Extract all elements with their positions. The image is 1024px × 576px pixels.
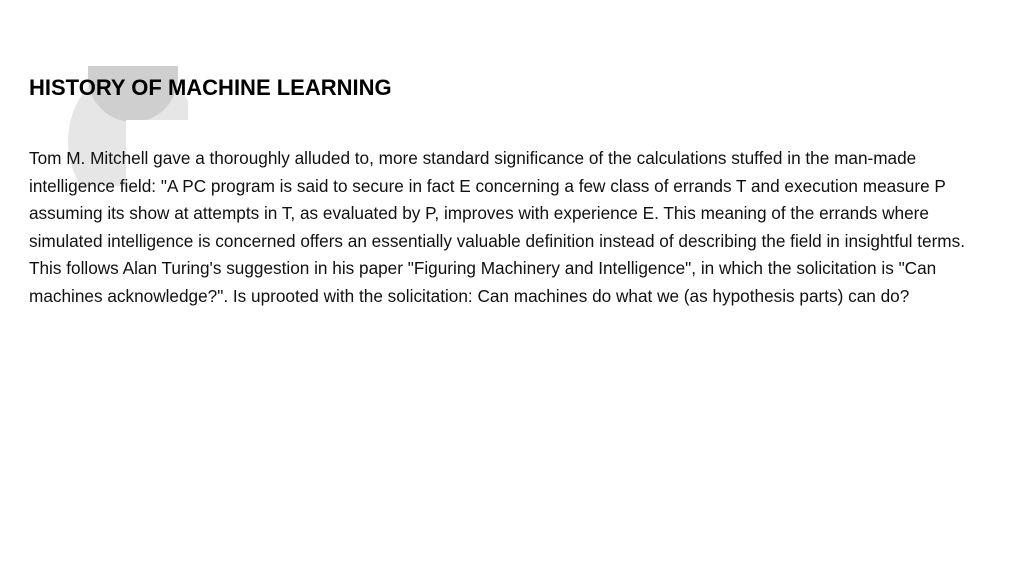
slide-title: HISTORY OF MACHINE LEARNING (29, 75, 392, 100)
slide-body-paragraph: Tom M. Mitchell gave a thoroughly alluded to, more standard significance of the calculations stuffed in the man-made intelligence field: "A PC program is said to secure in fact E concerning a few class of errands T and execution measure P assuming its show at attempts in T, as evaluated by P, improves with experience E. This meaning of the errands where simulated intelligence is concerned offers an essentially valuable definition instead of describing the field in insightful terms. This follows Alan Turing's suggestion in his paper "Figuring Machinery and Intelligence", in which the solicitation is "Can machines acknowledge?". Is uprooted with the solicitation: Can machines do what we (as hypothesis parts) can do? (29, 148, 965, 306)
